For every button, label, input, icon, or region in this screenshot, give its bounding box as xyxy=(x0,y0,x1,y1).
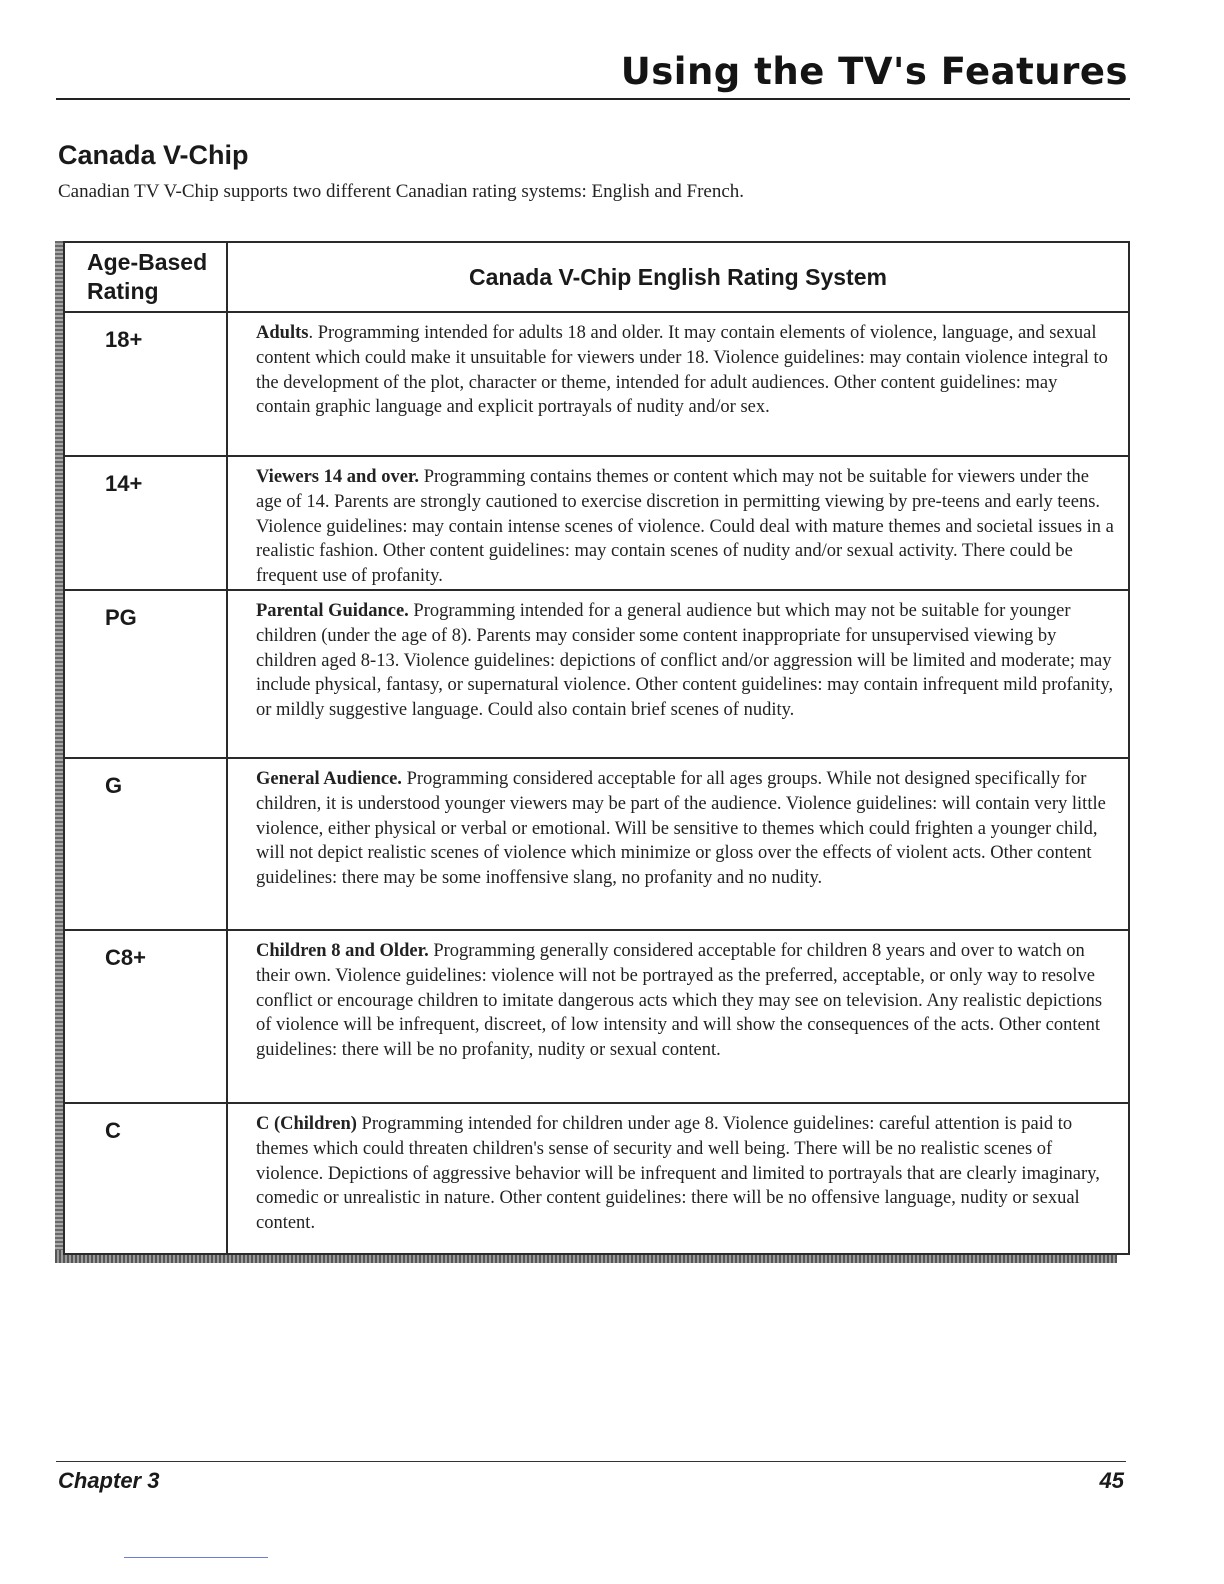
column-header-rating-system: Canada V-Chip English Rating System xyxy=(227,242,1129,312)
table-header-row xyxy=(64,242,1129,312)
rating-label: 14+ xyxy=(64,456,227,590)
column-header-age-line2: Rating xyxy=(87,278,159,304)
rating-table xyxy=(63,241,1130,1255)
footer-chapter: Chapter 3 xyxy=(58,1468,160,1493)
rating-description xyxy=(227,312,1129,456)
rating-description-lead: Adults xyxy=(256,323,309,343)
table-row xyxy=(64,312,1129,456)
table-row xyxy=(64,758,1129,930)
table-row xyxy=(64,590,1129,758)
footer-rule xyxy=(56,1461,1126,1462)
rating-description-text: Programming considered acceptable for all ages groups. While not designed specifically for children, it is understood younger viewers may be part of the audience. Violence guidelines: will contain very little violence, either physical or verbal or emotional. Will be sensitive to themes which could frighten a younger child, will not depict realistic scenes of violence which minimize or gloss over the effects of violent acts. Other content guidelines: there may be some inoffensive slang, no profanity and no nudity. xyxy=(256,768,1106,889)
rating-description xyxy=(227,590,1129,758)
rating-table-container xyxy=(55,241,1129,1263)
rating-description-text: Programming contains themes or content which may not be suitable for viewers under the age of 14. Parents are strongly cautioned to exercise discretion in permitting viewing by pre-teens and early teens. Violence guidelines: may contain intense scenes of violence. Could deal with mature themes and societal issues in a realistic fashion. Other content guidelines: may contain scenes of nudity and/or sexual activity. There could be frequent use of profanity. xyxy=(256,467,1114,587)
section-title: Canada V-Chip xyxy=(58,140,249,170)
table-row xyxy=(64,930,1129,1103)
column-header-age-rating xyxy=(64,242,227,312)
rating-label: G xyxy=(64,758,227,930)
rating-description-lead: Viewers 14 and over. xyxy=(256,467,420,487)
rating-label: C xyxy=(64,1103,227,1254)
rating-description xyxy=(227,1103,1129,1254)
rating-description-lead: Children 8 and Older. xyxy=(256,940,429,961)
rating-description-lead: C (Children) xyxy=(256,1113,357,1134)
rating-description-text: Programming generally considered acceptable for children 8 years and over to watch on their own. Violence guidelines: violence will not be portrayed as the preferred, acceptable, or only way to resolve conflict or encourage children to imitate dangerous acts which they may see on television. Any realistic depictions of violence will be infrequent, discreet, of low intensity and will show the consequences of the acts. Other content guidelines: there will be no profanity, nudity or sexual content. xyxy=(256,940,1103,1061)
rating-description-text: Programming intended for children under age 8. Violence guidelines: careful attention is paid to themes which could threaten children's sense of security and well being. There will be no realistic scenes of violence. Depictions of aggressive behavior will be infrequent and limited to portrayals that are clearly imaginary, comedic or unrealistic in nature. Other content guidelines: there will be no offensive language, nudity or sexual content. xyxy=(256,1113,1100,1234)
rating-description xyxy=(227,930,1129,1103)
footer-page-number: 45 xyxy=(1099,1468,1124,1493)
page-header-title: Using the TV's Features xyxy=(620,50,1128,93)
bottom-edge-mark xyxy=(124,1557,268,1558)
rating-description xyxy=(227,758,1129,930)
rating-label: C8+ xyxy=(64,930,227,1103)
rating-description xyxy=(227,456,1129,590)
column-header-age-line1: Age-Based xyxy=(87,249,208,275)
table-row xyxy=(64,1103,1129,1254)
rating-description-lead: Parental Guidance. xyxy=(256,600,409,621)
rating-description-text: Programming intended for a general audience but which may not be suitable for younger children (under the age of 8). Parents may consider some content inappropriate for unsupervised viewing by children aged 8-13. Violence guidelines: depictions of conflict and/or aggression will be limited and moderate; may include physical, fantasy, or supernatural violence. Other content guidelines: may contain infrequent mild profanity, or mildly suggestive language. Could also contain brief scenes of nudity. xyxy=(256,600,1114,721)
rating-label: PG xyxy=(64,590,227,758)
rating-description-text: . Programming intended for adults 18 and older. It may contain elements of violence, language, and sexual content which could make it unsuitable for viewers under 18. Violence guidelines: may contain violence integral to the development of the plot, character or theme, intended for adult audiences. Other content guidelines: may contain graphic language and explicit portrayals of nudity and/or sex. xyxy=(256,323,1108,418)
table-row xyxy=(64,456,1129,590)
rating-description-lead: General Audience. xyxy=(256,768,402,789)
rating-label: 18+ xyxy=(64,312,227,456)
intro-text: Canadian TV V-Chip supports two different Canadian rating systems: English and French. xyxy=(58,181,745,202)
header-rule xyxy=(56,98,1130,100)
